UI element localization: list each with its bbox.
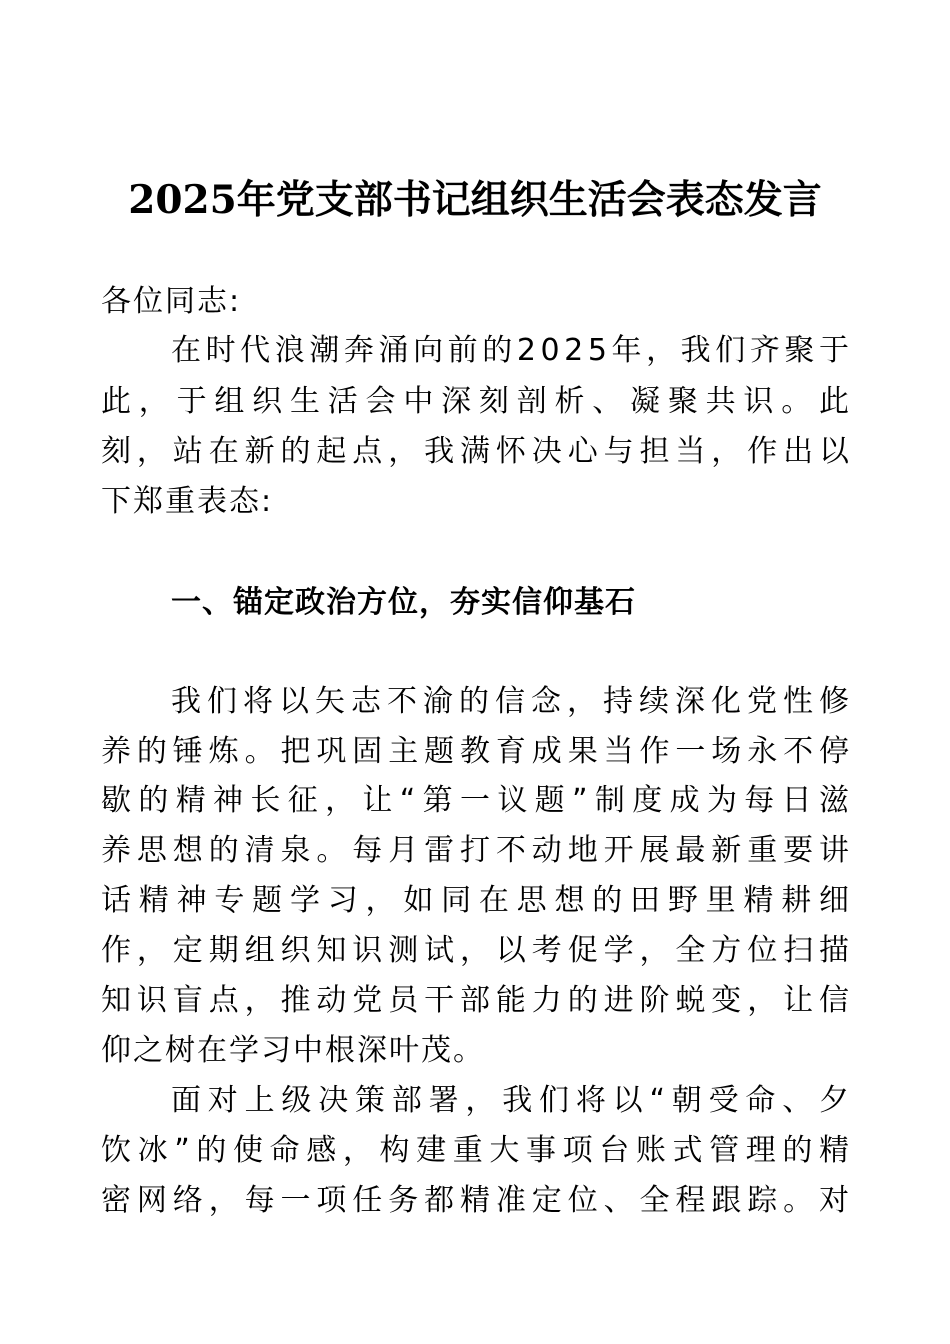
paragraph-line: 话精神专题学习，如同在思想的田野里精耕细 — [101, 883, 857, 918]
section-heading: 一、锚定政治方位，夯实信仰基石 — [171, 585, 636, 620]
paragraph-line: 密网络，每一项任务都精准定位、全程跟踪。对 — [101, 1183, 855, 1218]
paragraph-line: 刻，站在新的起点，我满怀决心与担当，作出以 — [101, 434, 855, 469]
paragraph-line: 饮冰”的使命感，构建重大事项台账式管理的精 — [101, 1133, 856, 1168]
salutation: 各位同志: — [101, 284, 242, 319]
paragraph-line: 下郑重表态: — [101, 484, 274, 519]
paragraph-line: 作，定期组织知识测试，以考促学，全方位扫描 — [101, 933, 855, 968]
paragraph-line: 在时代浪潮奔涌向前的2025年，我们齐聚于 — [171, 333, 854, 368]
paragraph-line: 我们将以矢志不渝的信念，持续深化党性修 — [171, 684, 855, 719]
paragraph-line: 仰之树在学习中根深叶茂。 — [101, 1033, 485, 1068]
paragraph-line: 此，于组织生活会中深刻剖析、凝聚共识。此 — [101, 384, 857, 419]
paragraph-line: 面对上级决策部署，我们将以“朝受命、夕 — [171, 1083, 856, 1118]
paragraph-line: 养思想的清泉。每月雷打不动地开展最新重要讲 — [101, 833, 855, 868]
paragraph-line: 歇的精神长征，让“第一议题”制度成为每日滋 — [101, 783, 857, 818]
paragraph-line: 知识盲点，推动党员干部能力的进阶蜕变，让信 — [101, 983, 855, 1018]
document-title: 2025年党支部书记组织生活会表态发言 — [128, 177, 822, 223]
paragraph-line: 养的锤炼。把巩固主题教育成果当作一场永不停 — [101, 734, 855, 769]
